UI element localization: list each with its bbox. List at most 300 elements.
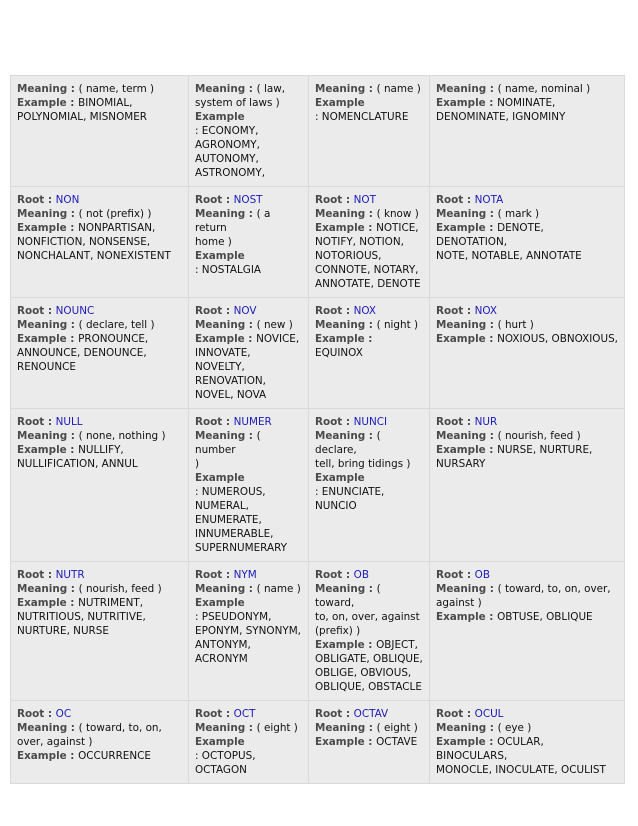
field-value: PRONOUNCE, bbox=[78, 333, 149, 345]
root-entry-cell bbox=[430, 701, 625, 784]
field-value: ENUMERATE, bbox=[195, 514, 262, 526]
field-value: NOVEL, NOVA bbox=[195, 389, 267, 401]
field-value: ( number bbox=[195, 430, 261, 456]
field-value: NOVELTY, bbox=[195, 361, 245, 373]
field-value: OCTAGON bbox=[195, 764, 247, 776]
root-value: OB bbox=[474, 569, 490, 581]
field-value: : NOSTALGIA bbox=[195, 264, 262, 276]
entry-line bbox=[195, 707, 302, 721]
field-label: Meaning : bbox=[315, 208, 377, 220]
entry-line bbox=[17, 249, 182, 263]
entry-line bbox=[315, 429, 423, 457]
root-entry-cell bbox=[189, 187, 309, 298]
field-label: Meaning : bbox=[17, 722, 79, 734]
field-label: Root : bbox=[315, 305, 354, 317]
entry-line bbox=[436, 193, 618, 207]
entry-line bbox=[195, 735, 302, 749]
word-roots-table bbox=[10, 75, 625, 784]
entry-line bbox=[195, 193, 302, 207]
table-row bbox=[11, 409, 625, 562]
field-value: OBTUSE, OBLIQUE bbox=[497, 611, 593, 623]
field-value: OBLIQUE, OBSTACLE bbox=[315, 681, 422, 693]
table-row bbox=[11, 76, 625, 187]
field-value: ANNOTATE, DENOTE bbox=[315, 278, 421, 290]
entry-line bbox=[195, 652, 302, 666]
field-value: : NUMEROUS, bbox=[195, 486, 266, 498]
field-value: ( toward, to, on, bbox=[78, 722, 162, 734]
field-label: Example bbox=[195, 597, 245, 609]
entry-line bbox=[195, 152, 302, 166]
field-label: Example bbox=[315, 97, 365, 109]
field-value: ( night ) bbox=[376, 319, 419, 331]
field-value: NULLIFICATION, ANNUL bbox=[17, 458, 138, 470]
entry-line bbox=[195, 582, 302, 596]
entry-line bbox=[315, 457, 423, 471]
field-value: ) bbox=[195, 458, 200, 470]
field-value: : ECONOMY, bbox=[195, 125, 259, 137]
field-label: Root : bbox=[195, 569, 234, 581]
field-label: Meaning : bbox=[436, 319, 498, 331]
field-value: NOXIOUS, OBNOXIOUS, bbox=[497, 333, 618, 345]
field-label: Example : bbox=[17, 597, 79, 609]
entry-line bbox=[195, 499, 302, 513]
entry-line bbox=[17, 568, 182, 582]
entry-line bbox=[315, 568, 423, 582]
field-value: NUTRIMENT, bbox=[78, 597, 144, 609]
field-label: Meaning : bbox=[195, 83, 257, 95]
entry-line bbox=[17, 318, 182, 332]
root-entry-cell bbox=[309, 187, 430, 298]
entry-line bbox=[17, 610, 182, 624]
field-value: NOTORIOUS, bbox=[315, 250, 382, 262]
field-label: Root : bbox=[17, 708, 56, 720]
entry-line bbox=[195, 568, 302, 582]
field-label: Example bbox=[315, 472, 365, 484]
field-value: ( nourish, feed ) bbox=[78, 583, 162, 595]
field-label: Root : bbox=[17, 194, 56, 206]
field-label: Root : bbox=[17, 416, 56, 428]
entry-line bbox=[195, 304, 302, 318]
entry-line bbox=[315, 249, 423, 263]
root-value: NOTA bbox=[474, 194, 504, 206]
root-value: NUNCI bbox=[353, 416, 388, 428]
entry-line bbox=[436, 221, 618, 249]
root-entry-cell bbox=[309, 298, 430, 409]
field-value: NUNCIO bbox=[315, 500, 357, 512]
entry-line bbox=[315, 304, 423, 318]
field-value: OBLIGE, OBVIOUS, bbox=[315, 667, 412, 679]
field-label: Example : bbox=[315, 639, 377, 651]
field-label: Root : bbox=[17, 569, 56, 581]
field-value: ( name, nominal ) bbox=[497, 83, 591, 95]
entry-line bbox=[195, 749, 302, 763]
field-label: Example bbox=[195, 111, 245, 123]
root-entry-cell bbox=[189, 562, 309, 701]
field-label: Meaning : bbox=[436, 208, 498, 220]
field-label: Root : bbox=[436, 708, 475, 720]
field-label: Meaning : bbox=[17, 319, 79, 331]
field-value: NONFICTION, NONSENSE, bbox=[17, 236, 151, 248]
field-value: OCULAR, BINOCULARS, bbox=[436, 736, 544, 762]
field-label: Meaning : bbox=[17, 430, 79, 442]
field-value: ( eight ) bbox=[256, 722, 298, 734]
entry-line bbox=[195, 624, 302, 638]
entry-line bbox=[315, 735, 423, 749]
entry-line bbox=[315, 471, 423, 485]
field-label: Meaning : bbox=[436, 430, 498, 442]
entry-line bbox=[17, 82, 182, 96]
root-value: OCT bbox=[233, 708, 256, 720]
field-label: Meaning : bbox=[195, 722, 257, 734]
field-value: OBJECT, bbox=[376, 639, 418, 651]
root-value: OC bbox=[55, 708, 72, 720]
table-row bbox=[11, 701, 625, 784]
entry-line bbox=[436, 429, 618, 443]
root-entry-cell bbox=[309, 562, 430, 701]
entry-line bbox=[436, 415, 618, 429]
entry-line bbox=[436, 443, 618, 457]
field-value: ( mark ) bbox=[497, 208, 540, 220]
root-entry-cell bbox=[309, 76, 430, 187]
field-value: ( hurt ) bbox=[497, 319, 534, 331]
field-label: Example bbox=[195, 736, 245, 748]
entry-line bbox=[195, 513, 302, 527]
entry-line bbox=[195, 638, 302, 652]
field-label: Example bbox=[195, 250, 245, 262]
root-entry-cell bbox=[189, 409, 309, 562]
field-value: home ) bbox=[195, 236, 232, 248]
root-value: OCUL bbox=[474, 708, 504, 720]
root-value: NUMER bbox=[233, 416, 272, 428]
root-entry-cell bbox=[430, 562, 625, 701]
field-label: Meaning : bbox=[315, 583, 377, 595]
field-label: Example : bbox=[17, 222, 79, 234]
field-label: Example : bbox=[315, 333, 373, 345]
entry-line bbox=[195, 235, 302, 249]
root-entry-cell bbox=[11, 562, 189, 701]
field-value: ( declare, tell ) bbox=[78, 319, 155, 331]
entry-line bbox=[17, 415, 182, 429]
entry-line bbox=[315, 110, 423, 124]
field-label: Example : bbox=[195, 333, 257, 345]
entry-line bbox=[436, 304, 618, 318]
field-label: Meaning : bbox=[17, 583, 79, 595]
field-label: Root : bbox=[436, 569, 475, 581]
field-label: Root : bbox=[195, 708, 234, 720]
entry-line bbox=[195, 207, 302, 235]
entry-line bbox=[436, 610, 618, 624]
entry-line bbox=[17, 429, 182, 443]
entry-line bbox=[315, 207, 423, 221]
field-label: Meaning : bbox=[436, 722, 498, 734]
root-entry-cell bbox=[11, 701, 189, 784]
root-value: NOT bbox=[353, 194, 376, 206]
entry-line bbox=[195, 374, 302, 388]
field-value: ( eye ) bbox=[497, 722, 532, 734]
root-entry-cell bbox=[430, 298, 625, 409]
field-value: NOMINATE, bbox=[497, 97, 556, 109]
field-label: Example : bbox=[436, 222, 498, 234]
field-label: Meaning : bbox=[315, 83, 377, 95]
root-entry-cell bbox=[11, 187, 189, 298]
entry-line bbox=[436, 82, 618, 96]
entry-line bbox=[195, 610, 302, 624]
field-value: system of laws ) bbox=[195, 97, 280, 109]
field-value: ASTRONOMY, bbox=[195, 167, 266, 179]
entry-line bbox=[195, 429, 302, 457]
entry-line bbox=[315, 638, 423, 652]
field-value: ( toward, bbox=[315, 583, 381, 609]
entry-line bbox=[436, 457, 618, 471]
entry-line bbox=[17, 721, 182, 735]
entry-line bbox=[195, 471, 302, 485]
entry-line bbox=[315, 707, 423, 721]
field-label: Root : bbox=[436, 416, 475, 428]
root-entry-cell bbox=[430, 76, 625, 187]
field-label: Root : bbox=[315, 194, 354, 206]
field-value: : PSEUDONYM, bbox=[195, 611, 272, 623]
field-value: EPONYM, SYNONYM, bbox=[195, 625, 301, 637]
field-value: ANNOUNCE, DENOUNCE, bbox=[17, 347, 147, 359]
root-value: OCTAV bbox=[353, 708, 389, 720]
field-value: ANTONYM, bbox=[195, 639, 251, 651]
field-value: CONNOTE, NOTARY, bbox=[315, 264, 419, 276]
field-value: : OCTOPUS, bbox=[195, 750, 256, 762]
field-label: Example : bbox=[315, 736, 377, 748]
field-value: to, on, over, against bbox=[315, 611, 420, 623]
root-value: NOX bbox=[353, 305, 377, 317]
field-value: OCTAVE bbox=[376, 736, 418, 748]
entry-line bbox=[315, 415, 423, 429]
entry-line bbox=[436, 596, 618, 610]
entry-line bbox=[195, 360, 302, 374]
entry-line bbox=[436, 318, 618, 332]
entry-line bbox=[17, 110, 182, 124]
entry-line bbox=[315, 610, 423, 624]
entry-line bbox=[315, 193, 423, 207]
field-value: ( law, bbox=[256, 83, 286, 95]
root-entry-cell bbox=[189, 701, 309, 784]
root-entry-cell bbox=[309, 409, 430, 562]
field-label: Root : bbox=[195, 194, 234, 206]
entry-line bbox=[315, 582, 423, 610]
field-value: tell, bring tidings ) bbox=[315, 458, 411, 470]
entry-line bbox=[195, 332, 302, 346]
field-label: Example : bbox=[17, 333, 79, 345]
root-entry-cell bbox=[189, 76, 309, 187]
field-value: MONOCLE, INOCULATE, OCULIST bbox=[436, 764, 606, 776]
field-label: Root : bbox=[315, 708, 354, 720]
field-label: Example : bbox=[436, 333, 498, 345]
field-value: ( name ) bbox=[256, 583, 301, 595]
field-value: NOTE, NOTABLE, ANNOTATE bbox=[436, 250, 582, 262]
field-label: Meaning : bbox=[315, 430, 377, 442]
field-value: RENOVATION, bbox=[195, 375, 266, 387]
field-value: AGRONOMY, bbox=[195, 139, 260, 151]
root-value: NOV bbox=[233, 305, 257, 317]
entry-line bbox=[195, 388, 302, 402]
entry-line bbox=[17, 207, 182, 221]
entry-line bbox=[315, 485, 423, 499]
root-value: NUTR bbox=[55, 569, 85, 581]
entry-line bbox=[315, 680, 423, 694]
field-value: BINOMIAL, bbox=[78, 97, 133, 109]
entry-line bbox=[17, 582, 182, 596]
field-label: Root : bbox=[315, 416, 354, 428]
table-row bbox=[11, 187, 625, 298]
field-label: Example : bbox=[17, 444, 79, 456]
field-value: (prefix) ) bbox=[315, 625, 361, 637]
field-value: DENOMINATE, IGNOMINY bbox=[436, 111, 566, 123]
field-label: Root : bbox=[195, 305, 234, 317]
field-value: INNUMERABLE, bbox=[195, 528, 274, 540]
root-entry-cell bbox=[430, 187, 625, 298]
field-label: Example bbox=[195, 472, 245, 484]
field-label: Meaning : bbox=[315, 722, 377, 734]
entry-line bbox=[17, 360, 182, 374]
entry-line bbox=[315, 666, 423, 680]
entry-line bbox=[195, 763, 302, 777]
entry-line bbox=[195, 110, 302, 124]
field-label: Meaning : bbox=[17, 208, 79, 220]
entry-line bbox=[315, 235, 423, 249]
entry-line bbox=[315, 96, 423, 110]
field-label: Root : bbox=[436, 194, 475, 206]
entry-line bbox=[315, 263, 423, 277]
entry-line bbox=[436, 332, 618, 346]
field-label: Root : bbox=[436, 305, 475, 317]
field-label: Example : bbox=[17, 750, 79, 762]
field-value: NUTRITIOUS, NUTRITIVE, bbox=[17, 611, 146, 623]
field-label: Meaning : bbox=[195, 583, 257, 595]
entry-line bbox=[195, 82, 302, 96]
entry-line bbox=[195, 249, 302, 263]
entry-line bbox=[315, 721, 423, 735]
field-value: ACRONYM bbox=[195, 653, 248, 665]
field-value: NURSARY bbox=[436, 458, 486, 470]
word-roots-table-body bbox=[11, 76, 625, 784]
field-label: Meaning : bbox=[436, 583, 498, 595]
entry-line bbox=[17, 707, 182, 721]
field-value: ( new ) bbox=[256, 319, 293, 331]
root-value: NOUNC bbox=[55, 305, 95, 317]
entry-line bbox=[17, 346, 182, 360]
field-value: ( a return bbox=[195, 208, 271, 234]
field-label: Meaning : bbox=[195, 430, 257, 442]
entry-line bbox=[315, 652, 423, 666]
entry-line bbox=[17, 193, 182, 207]
entry-line bbox=[315, 82, 423, 96]
field-label: Example : bbox=[315, 222, 377, 234]
entry-line bbox=[195, 138, 302, 152]
field-value: ( know ) bbox=[376, 208, 419, 220]
entry-line bbox=[17, 596, 182, 610]
entry-line bbox=[195, 527, 302, 541]
entry-line bbox=[195, 457, 302, 471]
entry-line bbox=[195, 166, 302, 180]
root-value: OB bbox=[353, 569, 369, 581]
field-value: NUMERAL, bbox=[195, 500, 249, 512]
field-label: Root : bbox=[17, 305, 56, 317]
root-entry-cell bbox=[309, 701, 430, 784]
field-value: NOVICE, bbox=[256, 333, 300, 345]
entry-line bbox=[436, 110, 618, 124]
entry-line bbox=[436, 735, 618, 763]
field-value: NOTICE, bbox=[376, 222, 419, 234]
field-value: NOTIFY, NOTION, bbox=[315, 236, 404, 248]
root-value: NUR bbox=[474, 416, 498, 428]
field-label: Root : bbox=[195, 416, 234, 428]
field-value: : NOMENCLATURE bbox=[315, 111, 409, 123]
entry-line bbox=[17, 304, 182, 318]
field-value: POLYNOMIAL, MISNOMER bbox=[17, 111, 148, 123]
entry-line bbox=[436, 707, 618, 721]
entry-line bbox=[17, 749, 182, 763]
entry-line bbox=[436, 568, 618, 582]
entry-line bbox=[195, 96, 302, 110]
root-value: NYM bbox=[233, 569, 257, 581]
field-value: SUPERNUMERARY bbox=[195, 542, 287, 554]
root-value: NULL bbox=[55, 416, 83, 428]
field-label: Meaning : bbox=[436, 83, 498, 95]
entry-line bbox=[436, 582, 618, 596]
entry-line bbox=[315, 318, 423, 332]
entry-line bbox=[17, 332, 182, 346]
entry-line bbox=[436, 207, 618, 221]
field-label: Meaning : bbox=[195, 208, 257, 220]
field-value: EQUINOX bbox=[315, 347, 363, 359]
root-entry-cell bbox=[430, 409, 625, 562]
entry-line bbox=[436, 249, 618, 263]
entry-line bbox=[315, 499, 423, 513]
table-row bbox=[11, 298, 625, 409]
root-value: NOX bbox=[474, 305, 498, 317]
entry-line bbox=[195, 485, 302, 499]
root-entry-cell bbox=[11, 409, 189, 562]
field-value: DENOTE, DENOTATION, bbox=[436, 222, 544, 248]
field-value: NULLIFY, bbox=[78, 444, 124, 456]
entry-line bbox=[17, 221, 182, 235]
field-value: ( eight ) bbox=[376, 722, 418, 734]
field-value: over, against ) bbox=[17, 736, 93, 748]
root-entry-cell bbox=[11, 298, 189, 409]
entry-line bbox=[315, 277, 423, 291]
root-value: NOST bbox=[233, 194, 263, 206]
entry-line bbox=[195, 721, 302, 735]
field-value: RENOUNCE bbox=[17, 361, 76, 373]
field-value: against ) bbox=[436, 597, 482, 609]
entry-line bbox=[195, 318, 302, 332]
field-value: AUTONOMY, bbox=[195, 153, 259, 165]
entry-line bbox=[436, 96, 618, 110]
entry-line bbox=[17, 96, 182, 110]
field-label: Example : bbox=[436, 444, 498, 456]
field-value: : ENUNCIATE, bbox=[315, 486, 385, 498]
entry-line bbox=[17, 235, 182, 249]
field-value: ( name, term ) bbox=[78, 83, 155, 95]
entry-line bbox=[195, 346, 302, 360]
entry-line bbox=[315, 624, 423, 638]
entry-line bbox=[195, 263, 302, 277]
field-label: Example : bbox=[436, 611, 498, 623]
field-value: INNOVATE, bbox=[195, 347, 251, 359]
field-value: NURTURE, NURSE bbox=[17, 625, 109, 637]
entry-line bbox=[17, 735, 182, 749]
entry-line bbox=[195, 415, 302, 429]
field-label: Example : bbox=[436, 736, 498, 748]
entry-line bbox=[315, 221, 423, 235]
field-value: OCCURRENCE bbox=[78, 750, 151, 762]
